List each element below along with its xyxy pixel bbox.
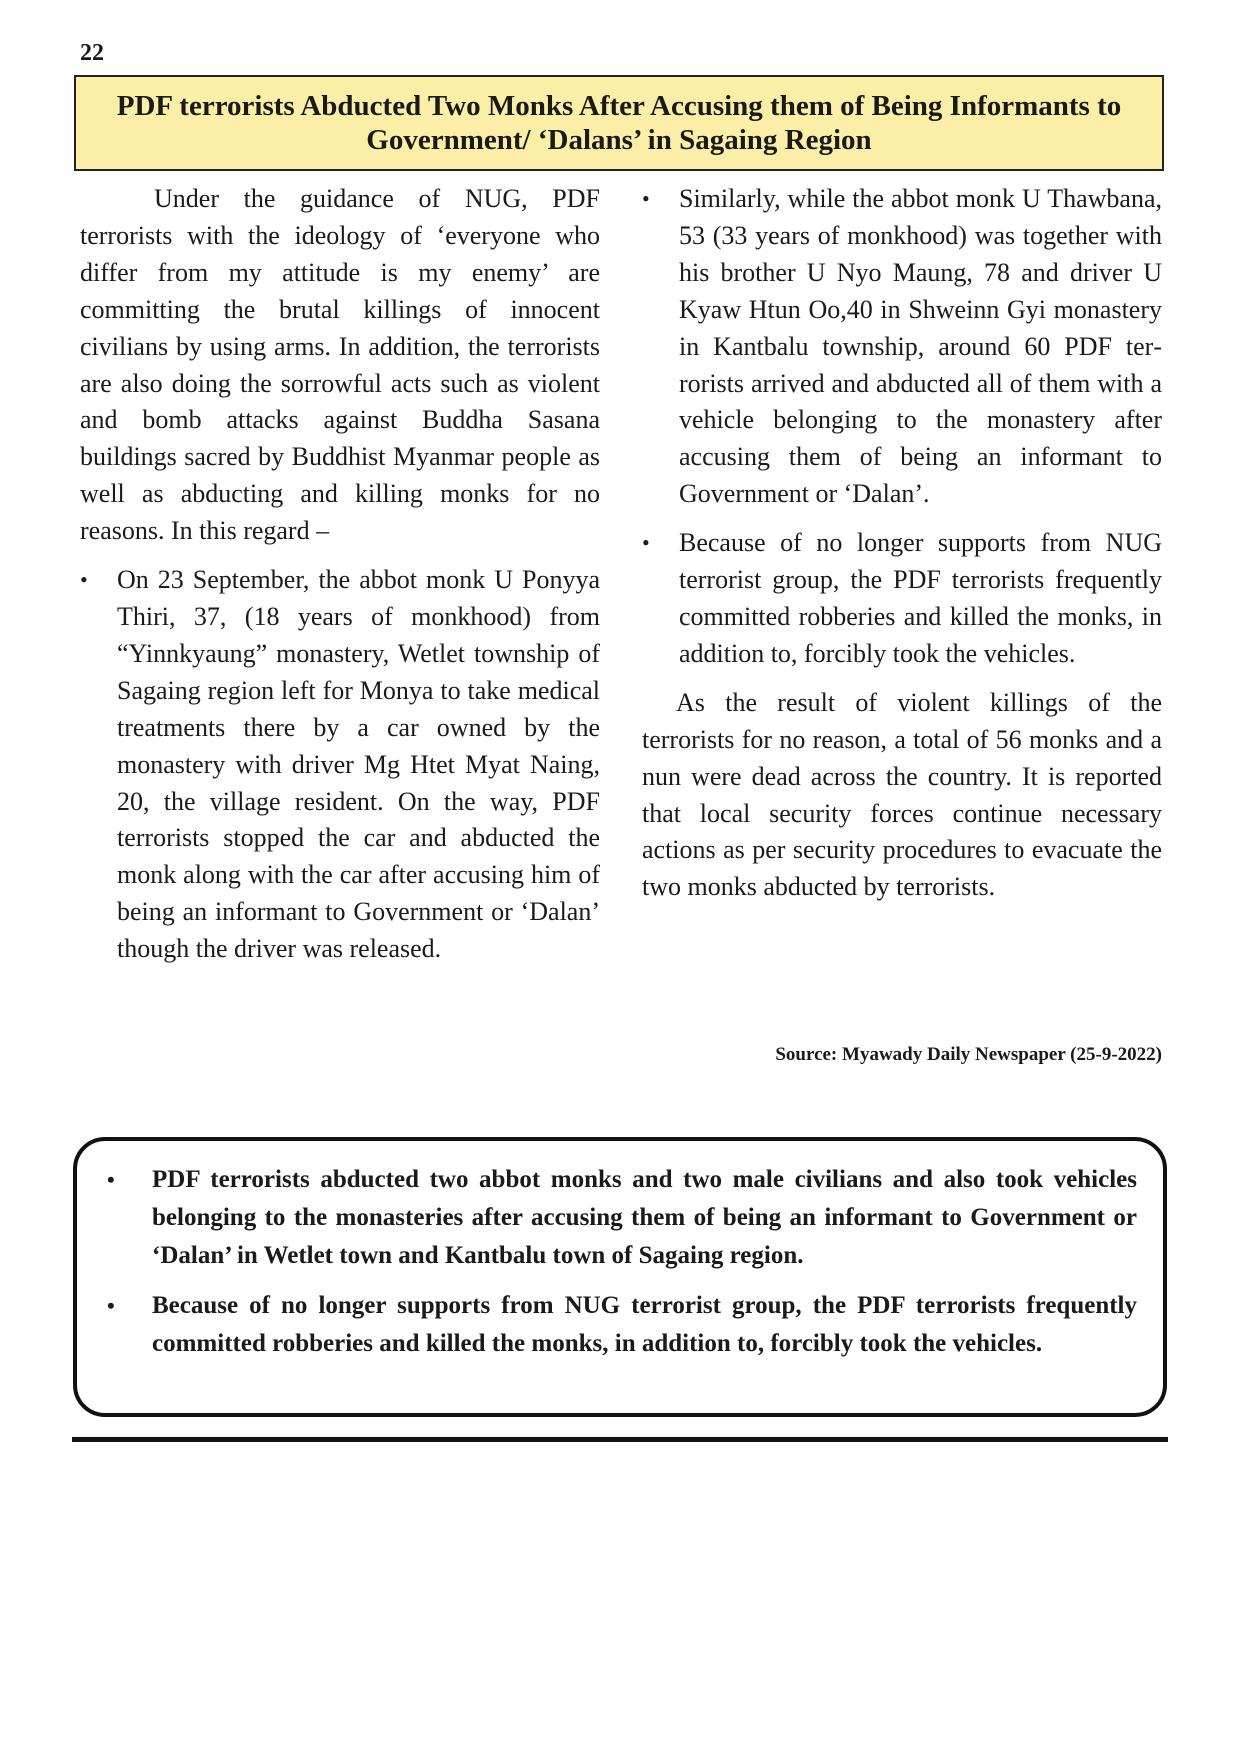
conclusion-paragraph: As the result of violent killings of the terrorists for no reason, a total of 56 monks and a nun were dead across the country. It is reported that local security forces continue necessary actions as per security procedures to evacuate the two monks abducted by terrorists. <box>642 687 1162 902</box>
article-title: PDF terrorists Abducted Two Monks After Accusing them of Being Informants to Government/ ‘Dalans’ in Sagaing Region <box>116 90 1122 156</box>
bullet-icon: • <box>642 530 650 556</box>
bullet-icon: • <box>80 567 88 593</box>
summary-text: PDF terrorists abducted two abbot monks and two male civilians and also took vehicles belonging to the monasteries after accusing them of being an informant to Government or ‘Dalan’ in Wetlet town and Kantbalu town of Sagaing region. <box>152 1166 1137 1269</box>
right-bullet-list <box>642 181 1162 673</box>
list-item <box>80 562 600 968</box>
left-column <box>80 181 600 968</box>
summary-list <box>97 1161 1137 1363</box>
bullet-icon: • <box>107 1293 115 1318</box>
list-item <box>642 181 1162 513</box>
summary-item <box>97 1287 1137 1363</box>
bottom-divider <box>72 1437 1168 1442</box>
summary-box <box>73 1137 1167 1417</box>
article-title-box <box>74 75 1164 171</box>
list-item <box>642 525 1162 673</box>
left-bullet-list <box>80 562 600 968</box>
summary-text: Because of no longer supports from NUG terrorist group, the PDF terrorists frequently committed robberies and killed the monks, in addition to, forcibly took the vehicles. <box>152 1292 1137 1357</box>
bullet-text: Because of no longer supports from NUG terrorist group, the PDF terrorists frequently committed robberies and killed the monks, in addition to, forcibly took the vehicles. <box>679 528 1162 668</box>
page-number: 22 <box>80 40 104 66</box>
bullet-icon: • <box>642 186 650 211</box>
bullet-text: Similarly, while the abbot monk U Thawbana, 53 (33 years of monkhood) was together with his brother U Nyo Maung, 78 and driver U Kyaw Htun Oo,40 in Shweinn Gyi monastery in Kantbalu township, around 60 PDF terrorists arrived and abducted all of them with a vehicle belonging to the monastery after accusing them of being an informant to Government or ‘Dalan’. <box>679 184 1162 509</box>
summary-item <box>97 1161 1137 1275</box>
source-citation: Source: Myawady Daily Newspaper (25-9-2022) <box>775 1044 1162 1065</box>
bullet-icon: • <box>107 1167 115 1192</box>
right-column <box>642 181 1162 906</box>
intro-paragraph: Under the guidance of NUG, PDF terrorists with the ideology of ‘everyone who differ from my attitude is my enemy’ are committing the brutal killings of innocent civilians by using arms. In addition, the terrorists are also doing the sorrowful acts such as violent and bomb attacks against Buddha Sasana buildings sacred by Buddhist Myanmar people as well as abducting and killing monks for no reasons. In this regard – <box>80 184 600 546</box>
bullet-text: On 23 September, the abbot monk U Ponyya Thiri, 37, (18 years of monkhood) from “Yinnkyaung” monastery, Wetlet township of Sagaing region left for Monya to take medical treatments there by a car owned by the monastery with driver Mg Htet Myat Naing, 20, the village resident. On the way, PDF terrorists stopped the car and abducted the monk along with the car after accusing him of being an informant to Government or ‘Dalan’ though the driver was released. <box>117 565 600 964</box>
